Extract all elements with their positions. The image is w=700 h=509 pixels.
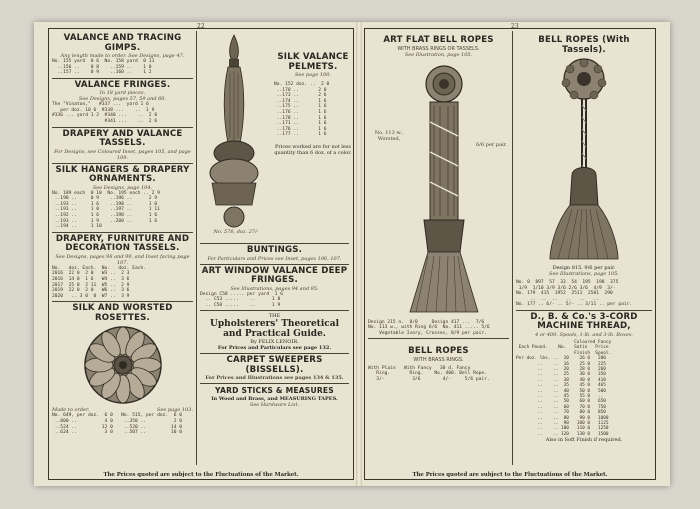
page-gutter	[356, 22, 362, 486]
guide-author: By FELIX LENOIR.	[250, 339, 299, 346]
right-column-2	[513, 31, 655, 465]
right-page	[364, 23, 656, 480]
left-page	[48, 23, 354, 480]
thread-note: Also in Soft Finish if required.	[545, 437, 623, 444]
see-page: See page 100.	[295, 72, 331, 78]
divider	[200, 243, 349, 244]
divider	[52, 301, 193, 302]
subtitle: In Wood and Brass, and MEASURING TAPES.	[211, 395, 338, 402]
catalogue-spread	[34, 22, 670, 486]
heading: DRAPERY, FURNITURE AND DECORATION TASSELS.	[55, 233, 190, 254]
subtitle: For Designs, see Coloured Inset, pages 105, and page 109.	[54, 148, 191, 161]
divider	[52, 163, 193, 164]
heading: SILK VALANCE PELMETS.	[277, 52, 349, 72]
heading: BUNTINGS.	[246, 245, 303, 255]
worsted-caption: No. 113 w., Worsted,	[374, 129, 404, 142]
heading: DRAPERY AND VALANCE TASSELS.	[62, 128, 183, 149]
bell-rope-illustration	[394, 62, 490, 318]
divider	[200, 310, 349, 311]
pelmets-block	[274, 51, 352, 156]
tassel-rope-illustration	[544, 55, 624, 265]
right-column-1	[365, 31, 513, 465]
divider	[200, 264, 349, 265]
price-table: No. doz. Each. No. doz. Each. 2016 22 0 2 0 W3 .. 2 3 2016 14 0 1 6 W4 .. 3 6 2017 25 0 2 11 W5 .. 2 9 2019 22 0 2 0 W6 .. 3 6 2020 .. 3 0 0 W7 .. 3 9	[52, 265, 147, 299]
subtitle: See Designs, page 104.	[92, 184, 153, 191]
subtitle: Any length made to order. See Designs, page 47.	[60, 53, 185, 59]
subtitle: 4 or 400. Spools, 1-lb. and 3-lb. Boxes.	[535, 331, 633, 338]
subtitle: For Particulars and Prices see Inset, pages 106, 107.	[207, 255, 342, 262]
heading: YARD STICKS & MEASURES	[215, 386, 334, 396]
heading: ART FLAT BELL ROPES	[383, 35, 494, 45]
subtitle: In 18 yard pieces. See Designs, pages 57, 59 and 60.	[78, 90, 167, 103]
see-page: See page 103.	[157, 407, 193, 414]
heading: VALANCE AND TRACING GIMPS.	[63, 33, 182, 53]
divider	[200, 353, 349, 354]
guide-title: Upholsterers' Theoretical and Practical Guide.	[210, 319, 339, 340]
made-to-order: Made to order.	[52, 407, 90, 414]
subtitle: See Designs, pages 98 and 99, and Inset facing page 107.	[55, 253, 190, 266]
heading: D., B. & Co.'s 3-CORD MACHINE THREAD,	[530, 311, 638, 332]
prices-table: No. 0 897 57 33 54 195 198 375 1/9 1/10 3/9 3/6 2/6 3/6 4/9 3/- No. 179 415 1952 2511 2581 290 .. .. .. .. .. .. No. 177 .. 6/- .. 5/- .. 3/11 .. per pair.	[516, 280, 633, 308]
see-page: See Hardware List.	[249, 401, 300, 408]
page-footer: The Prices quoted are subject to the Fluctuations of the Market.	[412, 472, 608, 478]
heading: CARPET SWEEPERS (BISSELLS).	[226, 355, 323, 375]
price-table: No. 155 yard 0 6 No. 158 yard 0 11 ..156 .. 0 8 ..159 .. 1 0 ..157 .. 0 9 ..160 .. 1 2	[52, 59, 155, 76]
pelmets-note: Prices worked are for not less quantity than 6 doz. of a color.	[274, 143, 352, 156]
left-column-2	[197, 31, 352, 465]
heading: VALANCE FRINGES.	[74, 79, 171, 90]
subtitle: WITH BRASS RINGS OR TASSELS.	[397, 45, 480, 52]
divider	[52, 127, 193, 128]
price-table: With Plain With Fancy 30 d. Fancy Ring. Ring. No. 400. Bell Rope. 3/- 3/6 4/- 5/6 pair.	[368, 365, 490, 382]
heading: ART WINDOW VALANCE DEEP FRINGES.	[201, 265, 348, 285]
heading: SILK HANGERS & DRAPERY ORNAMENTS.	[55, 164, 190, 185]
price-table: No. 152 doz. .. 2 0 ..170 .. 2 0 ..173 .. 2 6 ..174 .. 1 6 ..175 .. 1 6 ..176 .. 1 6 ..178 .. 1 6 ..171 .. 1 6 ..176 .. 1 6 ..177 .. 1 6	[274, 82, 330, 138]
left-column-1	[49, 31, 197, 465]
divider	[52, 78, 193, 79]
divider	[516, 310, 652, 311]
tassel-caption: No. 576, doz. 27/-	[213, 229, 259, 235]
thread-table: Coloured Fancy Each Pound. No. Satin Price Finish Spool. Per doz. lbs. .. 10 26 0 200 .. .. 16 25 0 225 .. .. 20 28 0 260 .. .. 25 30 0 350 .. .. 30 40 0 410 .. .. 35 45 0 465 .. .. 40 50 0 500 .. .. 45 55 0 .. .. .. 50 60 0 650 .. .. 60 70 0 750 .. .. 70 80 0 850 .. .. 80 90 0 1000 .. .. 90 100 0 1125 .. .. 100 110 0 1250 .. .. 120 130 0 1500	[516, 339, 612, 437]
heading: SILK AND WORSTED ROSETTES.	[72, 303, 173, 323]
divider	[52, 232, 193, 233]
subtitle: WITH BRASS RINGS.	[413, 356, 464, 363]
see-illustrations: See Illustrations, page 105.	[549, 271, 619, 277]
design-table: Design 215 n. 8/0 Design 417 ... 7/6 No. 113 w., with Ring 6/6 No. 411 ..... 5/6 Vegetable Ivory, Crosses, 8/9 per pair.	[368, 319, 490, 336]
tassel-illustration	[204, 33, 264, 229]
price-table: Design C58 ..... per yard 1 6 .. C53 ..... .. 1 8 .. C50 ..... .. 1 9	[200, 291, 283, 308]
page-number: 22	[197, 23, 205, 30]
heading: BELL ROPES	[408, 346, 469, 357]
price-table: No. 189 each 0 10 No. 195 each .. 2 9 ..190 .. 0 9 ..196 .. 2 9 ..193 .. 1 6 ..198 .. 1 0 ..191 .. 1 0 ..197 .. 1 11 ..192 .. 1 6 ..198 .. 1 6 ..193 .. 1 9 ..200 .. 1 6 ..194 .. 1 10	[52, 190, 160, 230]
rosette-illustration	[81, 323, 165, 407]
price-table: No. 649, per doz. 6 0 No. 515, per doz. 6 0 ..800 .. 4 0 ..350 .. 2 0 ..524 .. 12 0 ..520 .. 14 0 ..624 .. 3 0 ..507 .. 10 0	[52, 413, 182, 436]
subtitle: See Illustrations, pages 94 and 95.	[230, 285, 319, 292]
page-footer: The Prices quoted are subject to the Fluctuations of the Market.	[103, 472, 299, 478]
price-table: The "Vinaton," #337 ... yard 1 6 per doz. 10 6 #338 ... .. 1 9 #336 ... yard 1 2 #340 ... .. 2 0 #341 ... .. 2 6	[52, 102, 158, 125]
bell-rope-section	[368, 58, 509, 320]
subtitle: For Prices and Illustrations see pages 134 & 135.	[205, 375, 344, 382]
page-number: 23	[511, 23, 519, 30]
design-caption: Design 815, 9/6 per pair.	[552, 265, 616, 271]
guide-prices: For Prices and Particulars see page 132.	[217, 345, 332, 352]
see-page: See Illustration, page 105.	[404, 51, 473, 58]
divider	[200, 383, 349, 384]
tassel-section	[200, 31, 352, 241]
per-pair: 6/6 per pair.	[476, 141, 507, 148]
heading: BELL ROPES (With Tassels).	[538, 35, 630, 55]
guide-the: THE	[268, 313, 281, 320]
divider	[368, 338, 509, 339]
